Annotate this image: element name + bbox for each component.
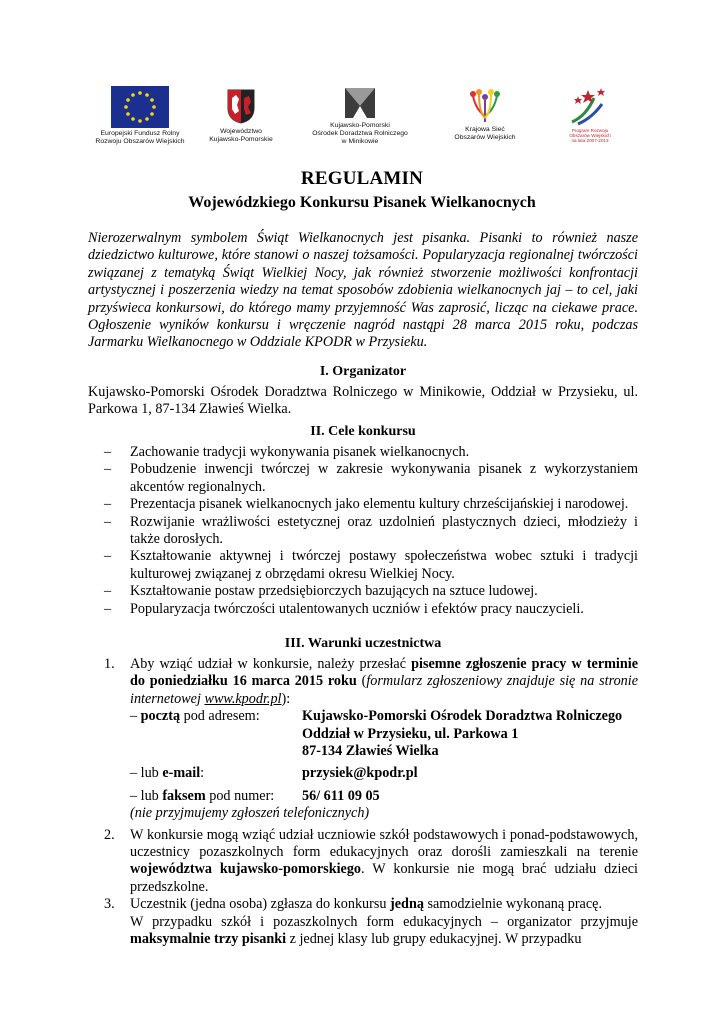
logo-caption: Europejski Fundusz Rolny: [100, 130, 180, 137]
list-item: [104, 496, 638, 513]
deadline-text: pisemne zgłoszenie pracy w terminie do poniedziałku 16 marca 2015 roku: [130, 656, 639, 690]
logo-caption: Rozwoju Obszarów Wiejskich: [95, 138, 185, 145]
dash-marker: –: [104, 461, 112, 478]
list-item: [104, 461, 638, 496]
text-run: Uczestnik (jedna osoba) zgłasza do konkursu: [130, 896, 391, 913]
goal-text: Pobudzenie inwencji twórczej w zakresie wykonywania pisanek z wykorzystaniem akcentów regionalnych.: [130, 461, 638, 495]
logo-caption: Kujawsko-Pomorskie: [209, 136, 273, 143]
post-label-bold: pocztą: [140, 708, 181, 725]
sponsor-logos: [80, 84, 640, 154]
list-item: [104, 444, 638, 461]
address-line: Kujawsko-Pomorski Ośrodek Doradztwa Rolniczego: [302, 708, 623, 725]
email-label-bold: e-mail: [162, 765, 201, 782]
text-run: Aby wziąć udział w konkursie, należy przesłać: [130, 656, 412, 672]
prow-emblem-icon: [568, 86, 612, 126]
goal-text: Zachowanie tradycji wykonywania pisanek wielkanocnych.: [130, 444, 470, 460]
logo-caption: Ośrodek Doradztwa Rolniczego: [312, 130, 408, 137]
fax-label-bold: faksem: [162, 787, 206, 804]
goal-text: Popularyzacja twórczości utalentowanych uczniów i efektów pracy nauczycieli.: [130, 600, 584, 617]
one-text: jedną: [390, 896, 424, 913]
list-item: [104, 548, 638, 583]
list-item: [104, 896, 638, 948]
post-label-rest: pod adresem:: [180, 708, 260, 725]
kpodr-emblem-icon: [343, 86, 377, 120]
list-item: [104, 514, 638, 549]
list-item: [104, 601, 638, 618]
document-title: REGULAMIN: [300, 168, 424, 189]
list-item: [104, 583, 638, 600]
text-run: pod numer:: [205, 787, 275, 804]
section-heading-organizer: I. Organizator: [319, 364, 407, 379]
eu-fund-logo: [80, 84, 200, 146]
logo-caption: Obszarów Wiejskich: [569, 133, 611, 138]
dash-marker: –: [104, 496, 112, 513]
intro-paragraph: Nierozerwalnym symbolem Świąt Wielkanocnych jest pisanka. Pisanki to również nasze dziedzictwo kulturowe, które stanowi o naszej tożsamości. Popularyzacja regionalnej twórczości związanej z tematyką Świąt Wielkiej Nocy, jak również stworzenie możliwości konfrontacji artystycznej i poszerzenia wiedzy na temat sposobów zdobienia wielkanocnych jaj – to cel, jaki przyświeca konkursowi, do którego mamy przyjemność Was zaprosić, licząc na ciekawe prace. Ogłoszenie wyników konkursu i wręczenie nagród nastąpi 28 marca 2015 roku, podczas Jarmarku Wielkanocnego w Oddziale KPODR w Przysieku.: [88, 230, 638, 351]
conditions-list: [104, 656, 638, 949]
dash-marker: –: [104, 600, 112, 617]
kpodr-logo: [302, 84, 418, 146]
goals-list: [104, 444, 638, 618]
item-number: 2.: [104, 826, 115, 843]
document-subtitle: Wojewódzkiego Konkursu Pisanek Wielkanocnych: [188, 194, 536, 211]
text-run: samodzielnie wykonaną pracę.: [423, 896, 602, 913]
section-heading-goals: II. Cele konkursu: [310, 424, 416, 439]
email-row: [130, 765, 638, 782]
post-address: [302, 708, 622, 760]
region-text: województwa kujawsko-pomorskiego: [130, 861, 362, 878]
email-address[interactable]: przysiek@kpodr.pl: [302, 765, 418, 782]
text-run: W przypadku szkół i pozaszkolnych form edukacyjnych – organizator przyjmuje: [130, 913, 638, 930]
dash-marker: –: [104, 513, 112, 530]
item-text: [130, 896, 638, 913]
address-line: 87-134 Zławieś Wielka: [302, 743, 439, 760]
text-run: – lub: [130, 787, 163, 804]
post-label: [130, 708, 302, 760]
text-run: z jednej klasy lub grupy edukacyjnej. W przypadku: [286, 931, 582, 948]
dash-marker: –: [104, 583, 112, 600]
text-run: W konkursie mogą wziąć udział uczniowie szkół podstawowych i ponad-podstawowych, uczestnicy pozaszkolnych form edukacyjnych oraz dorośli zamieszkali na terenie: [130, 826, 638, 861]
coat-of-arms-icon: [226, 88, 256, 124]
logo-caption: Krajowa Sieć: [465, 126, 505, 133]
text-run: . W konkursie nie mogą brać udziału dzieci przedszkolne.: [130, 861, 638, 895]
item-text: [130, 656, 638, 708]
list-item: [104, 656, 638, 823]
goal-text: Kształtowanie postaw przedsiębiorczych bazujących na sztuce ludowej.: [130, 583, 538, 600]
voivodeship-logo: [206, 84, 276, 144]
logo-caption: na lata 2007-2013: [571, 138, 609, 143]
dash-marker: –: [130, 708, 141, 725]
fax-row: [130, 788, 638, 805]
post-address-row: [130, 708, 638, 760]
text-run: :: [200, 765, 205, 782]
item-number: 1.: [104, 656, 115, 672]
goal-text: Prezentacja pisanek wielkanocnych jako elementu kultury chrześcijańskiej i narodowej.: [130, 496, 629, 513]
ksow-logo: [440, 84, 530, 142]
organizer-text: Kujawsko-Pomorski Ośrodek Doradztwa Rolniczego w Minikowie, Oddział w Przysieku, ul. Parkowa 1, 87-134 Zławieś Wielka.: [88, 384, 638, 418]
fax-label: [130, 788, 302, 805]
form-note: formularz zgłoszeniowy znajduje się na stronie internetowej: [130, 673, 638, 707]
fax-number: 56/ 611 09 05: [302, 787, 380, 804]
item-text: [130, 914, 638, 949]
prow-logo: [550, 84, 630, 143]
dash-marker: –: [104, 548, 112, 565]
item-text: [130, 827, 638, 897]
logo-caption: Program Rozwoju: [571, 128, 609, 133]
website-link[interactable]: www.kpodr.pl: [204, 690, 282, 707]
logo-caption: Kujawsko-Pomorski: [330, 122, 390, 129]
item-number: 3.: [104, 896, 115, 913]
dash-marker: –: [104, 444, 112, 460]
max-text: maksymalnie trzy pisanki: [130, 931, 287, 948]
goal-text: Rozwijanie wrażliwości estetycznej oraz uzdolnień plastycznych dzieci, młodzieży i także dorosłych.: [130, 513, 638, 548]
list-item: [104, 827, 638, 897]
section-heading-conditions: III. Warunki uczestnictwa: [284, 636, 442, 651]
text-run: (: [356, 673, 367, 690]
logo-caption: w Minikowie: [341, 138, 379, 145]
address-line: Oddział w Przysieku, ul. Parkowa 1: [302, 725, 519, 742]
text-run: – lub: [130, 765, 163, 782]
email-label: [130, 765, 302, 782]
logo-caption: Województwo: [220, 128, 262, 135]
eu-flag-icon: [111, 86, 169, 128]
goal-text: Kształtowanie aktywnej i twórczej postawy społeczeństwa wobec sztuki i tradycji kulturowej związanej z obrzędami okresu Wielkiej Nocy.: [130, 548, 638, 582]
ksow-emblem-icon: [468, 86, 502, 124]
logo-caption: Obszarów Wiejskich: [454, 134, 516, 141]
phone-note: (nie przyjmujemy zgłoszeń telefonicznych): [130, 805, 370, 822]
text-run: ):: [281, 690, 291, 707]
